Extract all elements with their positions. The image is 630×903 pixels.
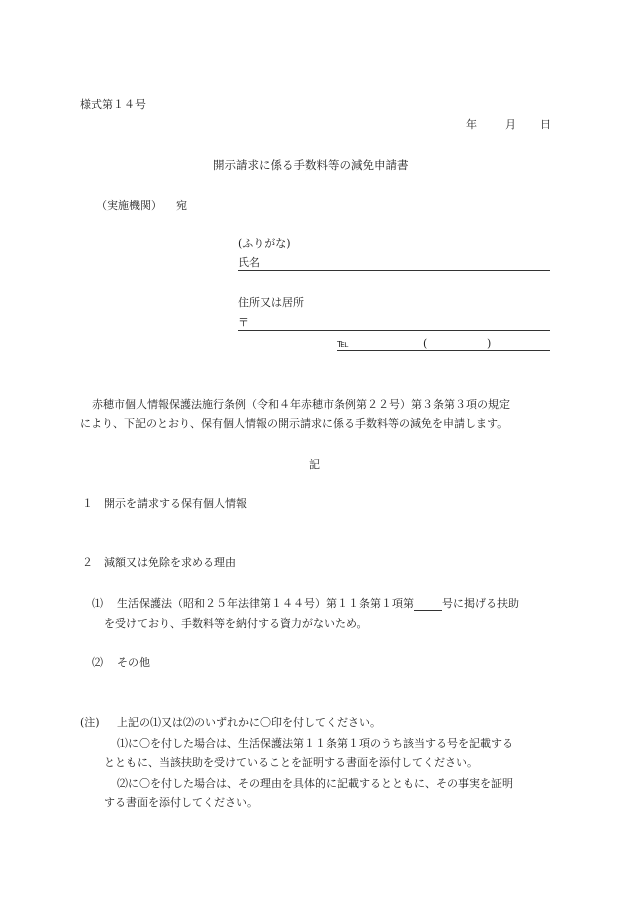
item-1-line-1-a: 生活保護法（昭和２５年法律第１４４号）第１１条第１項第: [117, 597, 414, 610]
notes-line-3: とともに、当該扶助を受けていることを証明する書面を添付してください。: [104, 756, 478, 769]
phone-label: ℡: [337, 337, 349, 350]
form-number: 様式第１４号: [80, 98, 146, 111]
section-1-number: １: [82, 497, 93, 510]
address-underline: [238, 330, 550, 331]
item-1-line-2: を受けており、手数料等を納付する資力がないため。: [104, 617, 368, 630]
date-year-label: 年: [466, 118, 477, 131]
notes-label: (注): [80, 716, 100, 729]
item-1-number: ⑴: [92, 597, 103, 610]
date-month-label: 月: [505, 118, 516, 131]
notes-line-4: ⑵に〇を付した場合は、その理由を具体的に記載するとともに、その事実を証明: [117, 777, 513, 790]
section-2-number: ２: [82, 556, 93, 569]
section-1-text: 開示を請求する保有個人情報: [104, 497, 247, 510]
phone-underline: [337, 350, 550, 351]
notes-line-1: 上記の⑴又は⑵のいずれかに〇印を付してください。: [117, 716, 381, 729]
notes-line-5: する書面を添付してください。: [104, 796, 258, 809]
item-1-blank: [414, 599, 442, 611]
item-1-line-1-b: 号に掲げる扶助: [442, 597, 519, 610]
item-2-text: その他: [117, 656, 150, 669]
document-title: 開示請求に係る手数料等の減免申請書: [213, 158, 409, 172]
addressee-suffix: 宛: [176, 199, 187, 212]
phone-paren-close: ): [487, 337, 492, 350]
intro-line-2: により、下記のとおり、保有個人情報の開示請求に係る手数料等の減免を申請します。: [80, 417, 509, 430]
intro-line-1: 赤穂市個人情報保護法施行条例（令和４年赤穂市条例第２２号）第３条第３項の規定: [92, 398, 510, 411]
date-day-label: 日: [540, 118, 551, 131]
postal-mark: 〒: [238, 316, 249, 329]
phone-paren-open: (: [423, 337, 428, 350]
ki-heading: 記: [309, 458, 320, 471]
item-1-line-1: [117, 597, 519, 611]
furigana-label: (ふりがな): [238, 237, 291, 250]
notes-line-2: ⑴に〇を付した場合は、生活保護法第１１条第１項のうち該当する号を記載する: [117, 737, 513, 750]
name-underline: [238, 270, 550, 271]
addressee-agency: （実施機関）: [96, 199, 162, 212]
item-2-number: ⑵: [92, 656, 103, 669]
section-2-text: 減額又は免除を求める理由: [104, 556, 236, 569]
name-label: 氏名: [238, 256, 260, 269]
address-label: 住所又は居所: [238, 296, 304, 309]
